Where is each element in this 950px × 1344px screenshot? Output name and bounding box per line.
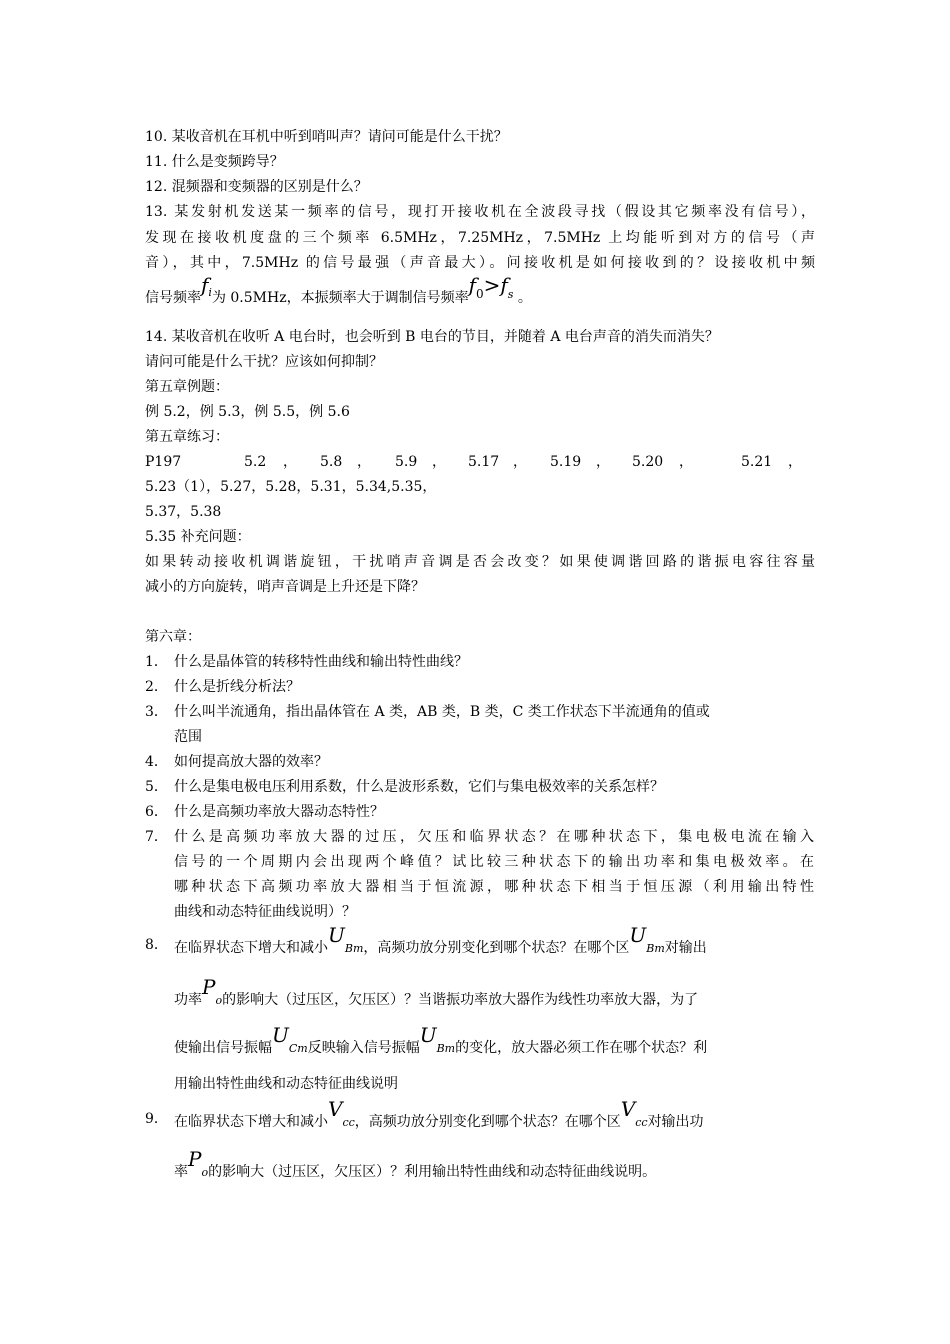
supplement-line-1: 如果转动接收机调谐旋钮，干扰哨声音调是否会改变？如果使调谐回路的谐振电容往容量 [145,554,815,570]
chapter6-item-8-line-3 [174,1023,814,1058]
chapter6-item-9-line-1 [174,1097,814,1132]
item-number: 7． [145,829,168,845]
chapter6-item-2: 什么是折线分析法？ [174,679,300,695]
chapter6-item-7-line-2: 信号的一个周期内会出现两个峰值？试比较三种状态下的输出功率和集电极效率。在 [174,854,814,870]
subscript-0: 0 [475,287,484,301]
subscript-Cm: Cm [288,1042,308,1055]
text: ，高频功放分别变化到哪个状态？在哪个区 [354,1114,621,1130]
exercise-item: 5.9 [395,454,418,470]
symbol-U: U [328,923,345,947]
symbol-f-0: f [468,273,476,297]
item-number: 1． [145,654,168,670]
q13-text-b: 为 0.5MHz，本振频率大于调制信号频率 [211,290,469,306]
text: 的变化，放大器必须工作在哪个状态？利 [455,1040,708,1056]
question-14-line-2: 请问可能是什么干扰？应该如何抑制？ [145,354,383,370]
subscript-o: o [215,994,223,1007]
chapter5-exercises-row-2: 5.23（1），5.27，5.28，5.31，5.34,5.35， [145,479,437,495]
text: ，高频功放分别变化到哪个状态？在哪个区 [363,940,630,956]
chapter6-title: 第六章： [145,629,201,645]
subscript-Bm: Bm [344,942,364,955]
exercise-item: 5.17 [468,454,500,470]
symbol-f-i: f [201,273,209,297]
item-number: 4． [145,754,168,770]
item-number: 2． [145,679,168,695]
exercise-sep: ， [679,454,693,470]
subscript-Bm: Bm [436,1042,456,1055]
subscript-i: i [208,286,212,299]
item-number: 5． [145,779,168,795]
text: 使输出信号振幅 [174,1040,272,1056]
chapter5-examples: 例 5.2，例 5.3，例 5.5，例 5.6 [145,404,350,420]
chapter5-exercises-title: 第五章练习： [145,429,229,445]
text: 功率 [174,992,202,1008]
q13-text-c: 。 [513,290,532,306]
chapter6-item-1: 什么是晶体管的转移特性曲线和输出特性曲线？ [174,654,468,670]
symbol-U: U [272,1023,289,1047]
chapter6-item-8-line-2 [174,975,814,1010]
greater-than-sign: > [483,273,501,297]
chapter6-item-8-line-4: 用输出特性曲线和动态特征曲线说明 [174,1076,398,1092]
subscript-cc: cc [635,1116,648,1129]
subscript-s: s [507,288,514,301]
text: 的影响大（过压区，欠压区）？利用输出特性曲线和动态特征曲线说明。 [208,1164,657,1180]
symbol-U: U [629,923,647,947]
chapter6-item-8-line-1 [174,923,814,958]
text: 反映输入信号振幅 [307,1040,420,1056]
chapter5-exercises-row-3: 5.37，5.38 [145,504,222,520]
chapter6-item-7-line-3: 哪种状态下高频功率放大器相当于恒流源，哪种状态下相当于恒压源（利用输出特性 [174,879,814,895]
symbol-V: V [620,1097,636,1121]
subscript-o: o [201,1166,209,1179]
question-12: 12. 混频器和变频器的区别是什么？ [145,179,368,195]
exercise-sep: ， [283,454,297,470]
text: 在临界状态下增大和减小 [174,1114,328,1130]
question-13-line-1: 13. 某发射机发送某一频率的信号，现打开接收机在全波段寻找（假设其它频率没有信号）， [145,204,815,220]
exercise-page: P197 [145,454,182,470]
item-number: 6． [145,804,168,820]
chapter6-item-3-line-1: 什么叫半流通角，指出晶体管在 A 类，AB 类，B 类，C 类工作状态下半流通角的值或 [174,704,710,720]
question-13-line-2: 发现在接收机度盘的三个频率 6.5MHz，7.25MHz，7.5MHz 上均能听到对方的信号（声 [145,230,815,246]
question-13-line-3: 音），其中，7.5MHz 的信号最强（声音最大）。问接收机是如何接收到的？设接收机中频 [145,255,815,271]
chapter6-item-6: 什么是高频功率放大器动态特性？ [174,804,384,820]
chapter6-item-7-line-4: 曲线和动态特征曲线说明）？ [174,904,356,920]
exercise-sep: ， [513,454,527,470]
subscript-cc: cc [342,1116,355,1129]
exercise-item: 5.8 [320,454,343,470]
symbol-P: P [202,975,216,999]
text: 对输出 [664,940,707,956]
exercise-sep: ， [596,454,610,470]
text: 对输出功 [647,1114,704,1130]
exercise-item: 5.20 [632,454,664,470]
exercise-sep: ， [788,454,802,470]
subscript-Bm: Bm [646,942,665,955]
chapter6-item-3-line-2: 范围 [174,729,202,745]
text: 率 [174,1164,188,1180]
question-14-line-1: 14. 某收音机在收听 A 电台时，也会听到 B 电台的节目，并随着 A 电台声音的消失而消失？ [145,329,719,345]
exercise-sep: ， [432,454,446,470]
text: 在临界状态下增大和减小 [174,940,328,956]
symbol-V: V [328,1097,343,1121]
exercise-item: 5.2 [244,454,267,470]
chapter6-item-9-line-2 [174,1147,814,1182]
chapter6-item-5: 什么是集电极电压利用系数，什么是波形系数，它们与集电极效率的关系怎样？ [174,779,664,795]
q13-text-a: 信号频率 [145,290,201,306]
symbol-P: P [188,1147,202,1171]
question-10: 10. 某收音机在耳机中听到哨叫声？请问可能是什么干扰？ [145,129,508,145]
question-13-line-4 [145,273,815,308]
supplement-title: 5.35 补充问题： [145,529,251,545]
exercise-item: 5.19 [550,454,582,470]
text: 的影响大（过压区，欠压区）？当谐振功率放大器作为线性功率放大器，为了 [222,992,699,1008]
chapter6-item-7-line-1: 什么是高频功率放大器的过压，欠压和临界状态？在哪种状态下，集电极电流在输入 [174,829,814,845]
exercise-item: 5.21 [741,454,773,470]
item-number: 8． [145,937,168,953]
item-number: 9． [145,1111,168,1127]
symbol-f-s: f [500,273,508,297]
supplement-line-2: 减小的方向旋转，哨声音调是上升还是下降？ [145,579,425,595]
chapter5-examples-title: 第五章例题： [145,379,229,395]
exercise-sep: ， [357,454,371,470]
question-11: 11. 什么是变频跨导？ [145,154,284,170]
chapter6-item-4: 如何提高放大器的效率？ [174,754,328,770]
item-number: 3． [145,704,168,720]
symbol-U: U [419,1023,437,1047]
